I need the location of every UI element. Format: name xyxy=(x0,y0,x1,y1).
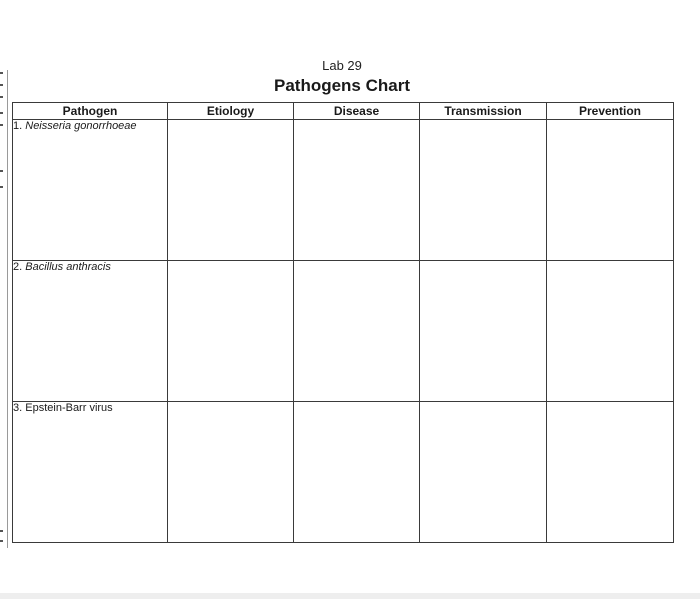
page-title: Pathogens Chart xyxy=(273,76,411,95)
table-row xyxy=(13,402,674,543)
binding-edge-mark xyxy=(0,124,3,126)
prevention-cell[interactable] xyxy=(547,402,674,543)
prevention-cell[interactable] xyxy=(547,120,674,261)
transmission-cell[interactable] xyxy=(420,120,547,261)
row-number: 3. xyxy=(13,402,23,414)
pathogen-cell xyxy=(13,402,168,543)
disease-cell[interactable] xyxy=(294,120,420,261)
binding-edge-mark xyxy=(0,170,3,172)
binding-edge-mark xyxy=(0,540,3,542)
table-row xyxy=(13,120,674,261)
column-header-disease: Disease xyxy=(294,103,420,120)
row-number: 2. xyxy=(13,261,23,273)
disease-cell[interactable] xyxy=(294,261,420,402)
transmission-cell[interactable] xyxy=(420,261,547,402)
column-header-transmission: Transmission xyxy=(420,103,547,120)
column-header-pathogen: Pathogen xyxy=(13,103,168,120)
disease-cell[interactable] xyxy=(294,402,420,543)
pathogen-cell xyxy=(13,120,168,261)
column-header-prevention: Prevention xyxy=(547,103,674,120)
binding-edge-mark xyxy=(0,112,3,114)
lab-number: Lab 29 xyxy=(322,58,362,73)
etiology-cell[interactable] xyxy=(168,261,294,402)
pathogen-name: Bacillus anthracis xyxy=(25,261,111,273)
table-row xyxy=(13,261,674,402)
pathogens-table xyxy=(12,102,674,543)
column-header-etiology: Etiology xyxy=(168,103,294,120)
pathogen-name: Neisseria gonorrhoeae xyxy=(25,120,137,132)
binding-edge-mark xyxy=(0,530,3,532)
prevention-cell[interactable] xyxy=(547,261,674,402)
binding-edge-mark xyxy=(0,186,3,188)
row-number: 1. xyxy=(13,120,23,132)
pathogen-name: Epstein-Barr virus xyxy=(25,402,113,414)
etiology-cell[interactable] xyxy=(168,120,294,261)
binding-edge-line xyxy=(7,70,8,548)
binding-edge-mark xyxy=(0,96,3,98)
etiology-cell[interactable] xyxy=(168,402,294,543)
transmission-cell[interactable] xyxy=(420,402,547,543)
table-header-row xyxy=(13,103,674,120)
bottom-edge xyxy=(0,593,700,599)
pathogen-cell xyxy=(13,261,168,402)
